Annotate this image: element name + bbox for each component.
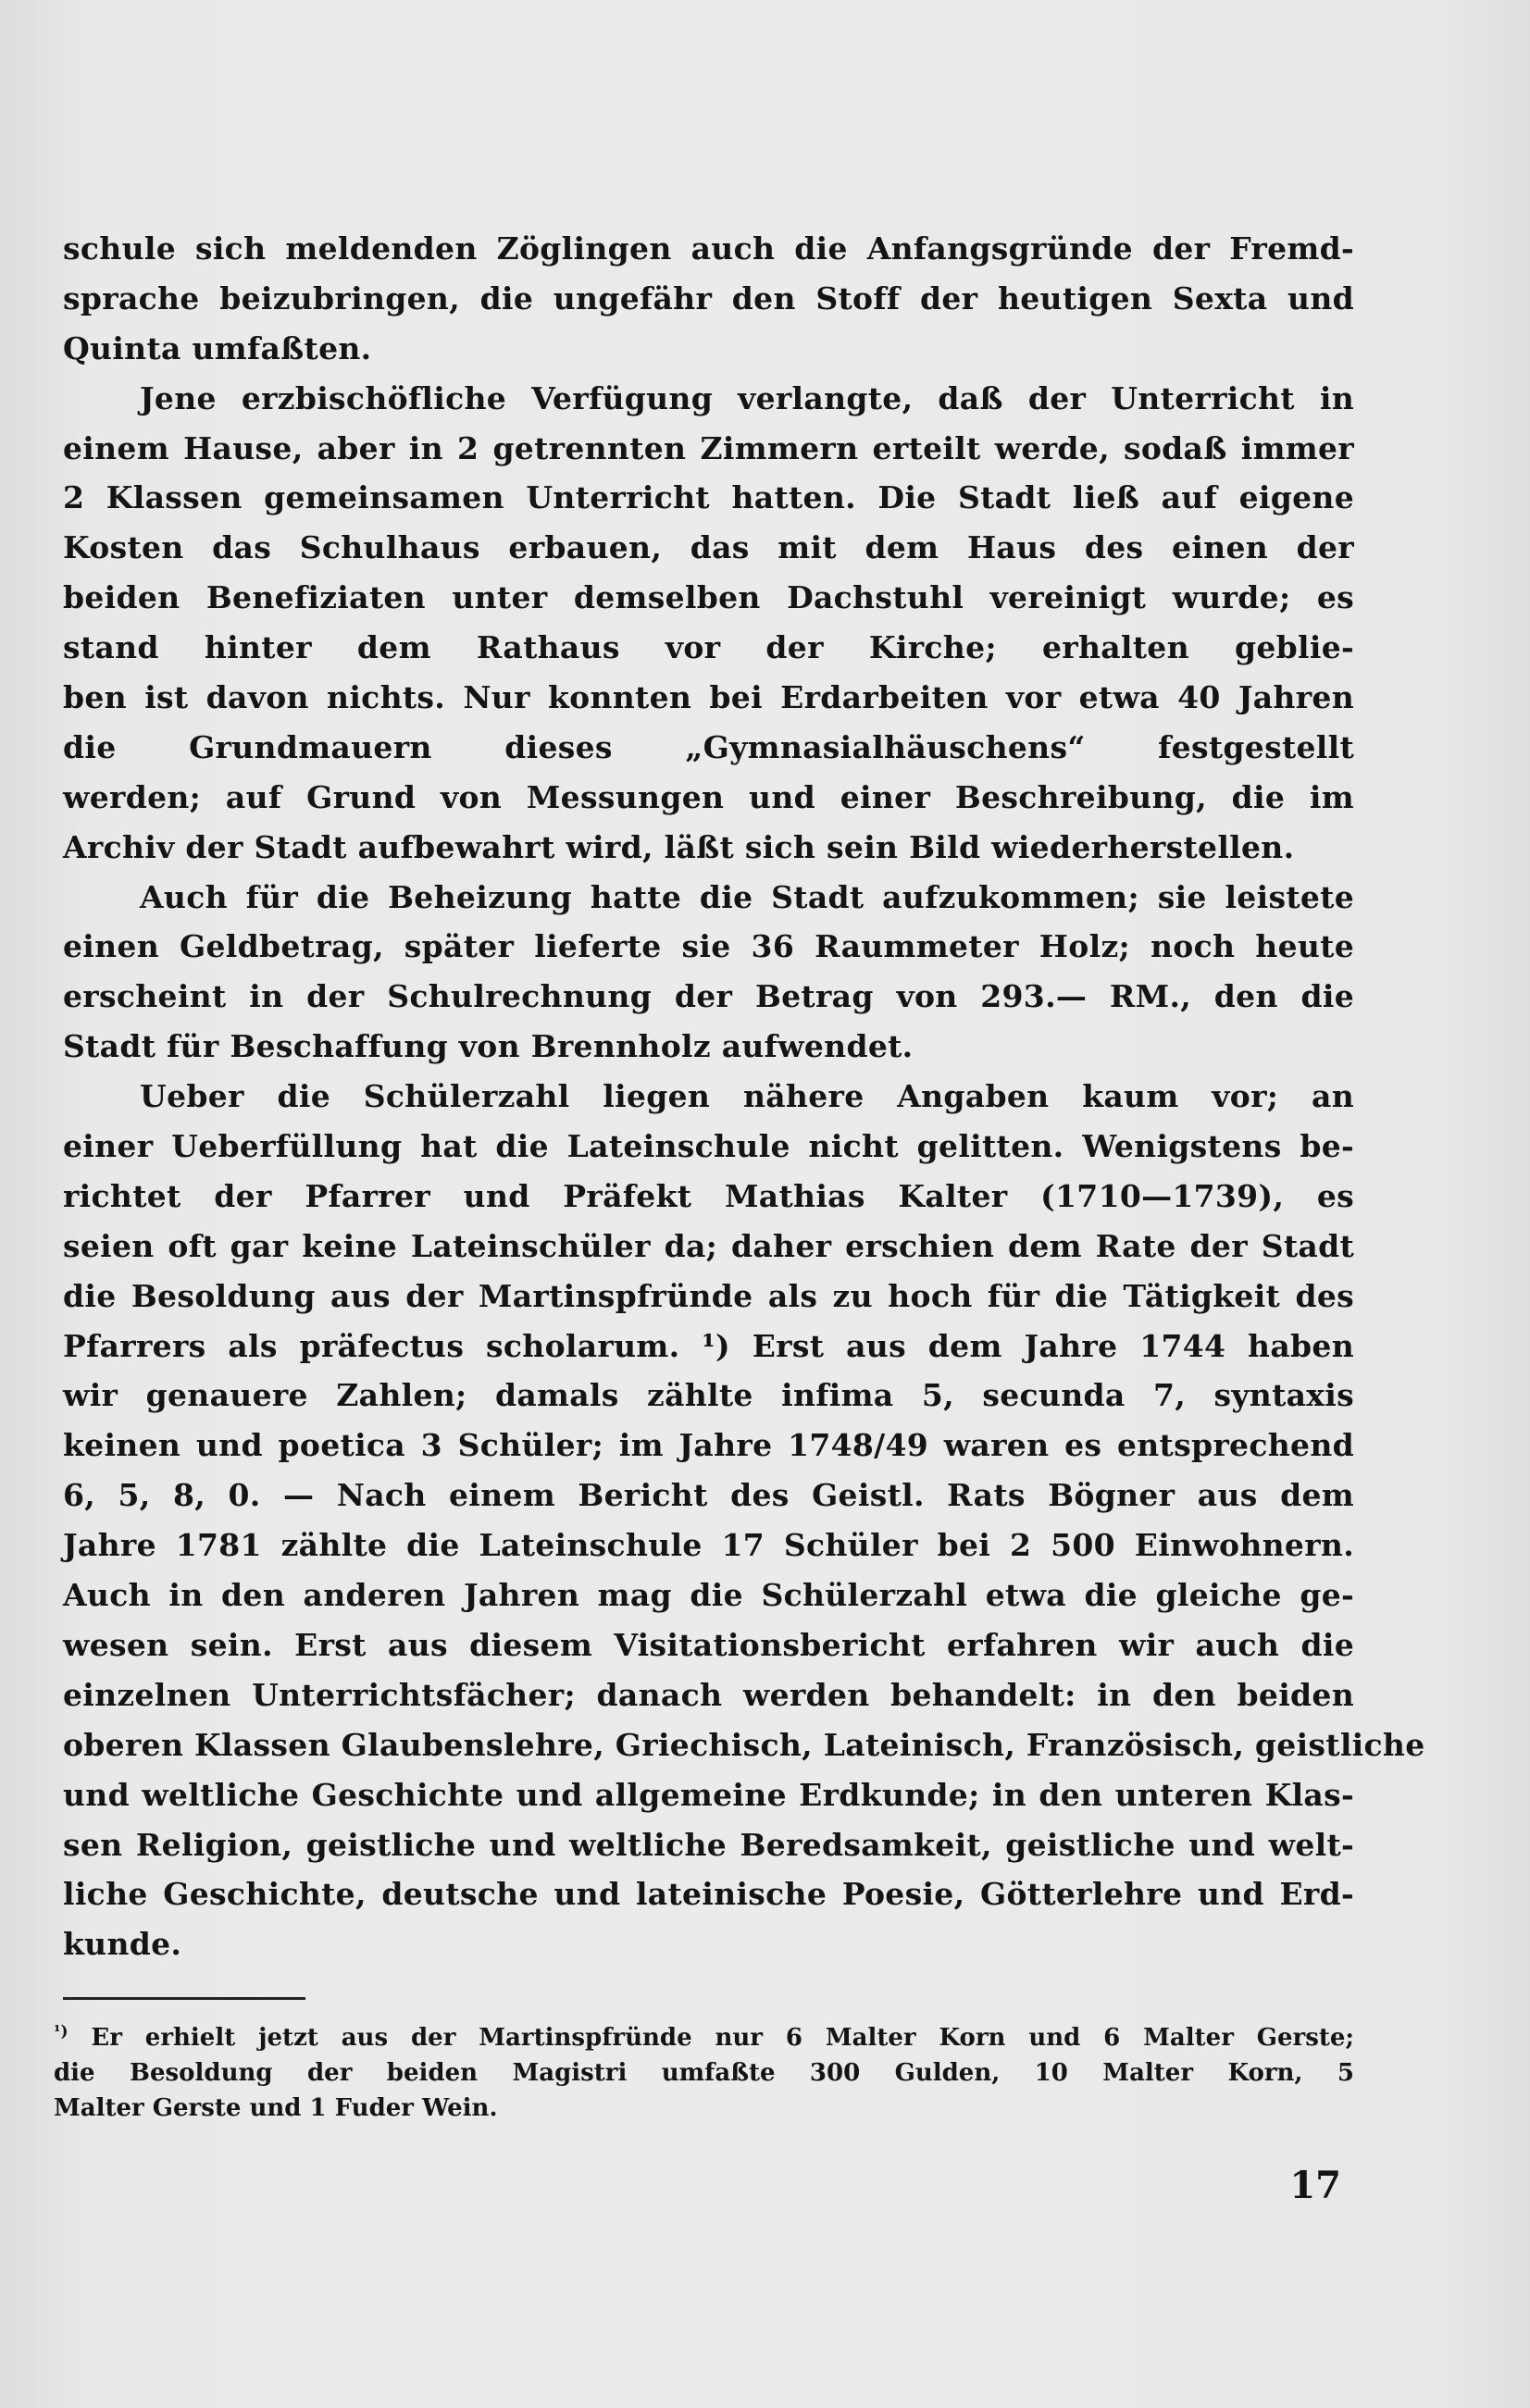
text-line: 6, 5, 8, 0. — Nach einem Bericht des Geistl. Rats Bögner aus dem	[63, 1477, 1354, 1514]
page-number: 17	[1289, 2164, 1341, 2207]
footnote-marker: ¹)	[54, 2022, 68, 2042]
text-line: Ueber die Schülerzahl liegen nähere Angaben kaum vor; an	[140, 1078, 1354, 1115]
text-line: wesen sein. Erst aus diesem Visitationsbericht erfahren wir auch die	[63, 1626, 1354, 1663]
footnote-line: die Besoldung der beiden Magistri umfaßte 300 Gulden, 10 Malter Korn, 5	[54, 2059, 1354, 2087]
text-line: sprache beizubringen, die ungefähr den Stoff der heutigen Sexta und	[63, 279, 1354, 317]
text-line: Auch in den anderen Jahren mag die Schülerzahl etwa die gleiche ge-	[63, 1577, 1354, 1614]
text-line: und weltliche Geschichte und allgemeine Erdkunde; in den unteren Klas-	[63, 1776, 1354, 1813]
text-line: erscheint in der Schulrechnung der Betrag von 293.— RM., den die	[63, 978, 1354, 1015]
text-line: einzelnen Unterrichtsfächer; danach werden behandelt: in den beiden	[63, 1676, 1354, 1713]
text-line: keinen und poetica 3 Schüler; im Jahre 1748/49 waren es entsprechend	[63, 1427, 1354, 1464]
text-line: richtet der Pfarrer und Präfekt Mathias Kalter (1710—1739), es	[63, 1177, 1354, 1214]
text-line: ben ist davon nichts. Nur konnten bei Erdarbeiten vor etwa 40 Jahren	[63, 679, 1354, 716]
text-line: beiden Benefiziaten unter demselben Dachstuhl vereinigt wurde; es	[63, 579, 1354, 616]
text-line: Archiv der Stadt aufbewahrt wird, läßt sich sein Bild wiederherstellen.	[63, 828, 1295, 865]
footnote	[54, 2020, 1354, 2126]
text-line: seien oft gar keine Lateinschüler da; daher erschien dem Rate der Stadt	[63, 1227, 1354, 1264]
text-line: Auch für die Beheizung hatte die Stadt aufzukommen; sie leistete	[140, 878, 1354, 915]
text-line: die Besoldung aus der Martinspfründe als zu hoch für die Tätigkeit des	[63, 1277, 1354, 1314]
text-line: stand hinter dem Rathaus vor der Kirche; erhalten geblie-	[63, 629, 1354, 666]
text-line: sen Religion, geistliche und weltliche Beredsamkeit, geistliche und welt-	[63, 1826, 1354, 1863]
text-line: einen Geldbetrag, später lieferte sie 36 Raummeter Holz; noch heute	[63, 928, 1354, 965]
body-text	[63, 224, 1425, 1969]
text-line: werden; auf Grund von Messungen und einer Beschreibung, die im	[63, 778, 1354, 815]
text-line: liche Geschichte, deutsche und lateinische Poesie, Götterlehre und Erd-	[63, 1876, 1354, 1913]
text-line: kunde.	[63, 1926, 182, 1963]
footnote-line: Malter Gerste und 1 Fuder Wein.	[54, 2094, 498, 2122]
text-line: Jahre 1781 zählte die Lateinschule 17 Schüler bei 2 500 Einwohnern.	[63, 1527, 1354, 1564]
text-line: einem Hause, aber in 2 getrennten Zimmern erteilt werde, sodaß immer	[63, 429, 1354, 466]
text-line: die Grundmauern dieses „Gymnasialhäuschens“ festgestellt	[63, 728, 1354, 765]
text-line: Quinta umfaßten.	[63, 329, 372, 366]
text-line: Kosten das Schulhaus erbauen, das mit dem Haus des einen der	[63, 529, 1354, 566]
footnote-line	[54, 2020, 1354, 2055]
footnote-text: Er erhielt jetzt aus der Martinspfründe nur 6 Malter Korn und 6 Malter Gerste;	[91, 2024, 1355, 2052]
text-line: schule sich meldenden Zöglingen auch die Anfangsgründe der Fremd-	[63, 230, 1354, 267]
text-line: Pfarrers als präfectus scholarum. ¹) Erst aus dem Jahre 1744 haben	[63, 1327, 1354, 1364]
footnote-divider	[63, 1997, 305, 2000]
text-line: Jene erzbischöfliche Verfügung verlangte, daß der Unterricht in	[140, 379, 1354, 416]
text-line: oberen Klassen Glaubenslehre, Griechisch, Lateinisch, Französisch, geistliche	[63, 1726, 1425, 1763]
text-line: 2 Klassen gemeinsamen Unterricht hatten. Die Stadt ließ auf eigene	[63, 479, 1354, 516]
text-line: wir genauere Zahlen; damals zählte infima 5, secunda 7, syntaxis	[63, 1377, 1354, 1414]
text-line: Stadt für Beschaffung von Brennholz aufwendet.	[63, 1028, 914, 1065]
text-line: einer Ueberfüllung hat die Lateinschule nicht gelitten. Wenigstens be-	[63, 1128, 1354, 1165]
